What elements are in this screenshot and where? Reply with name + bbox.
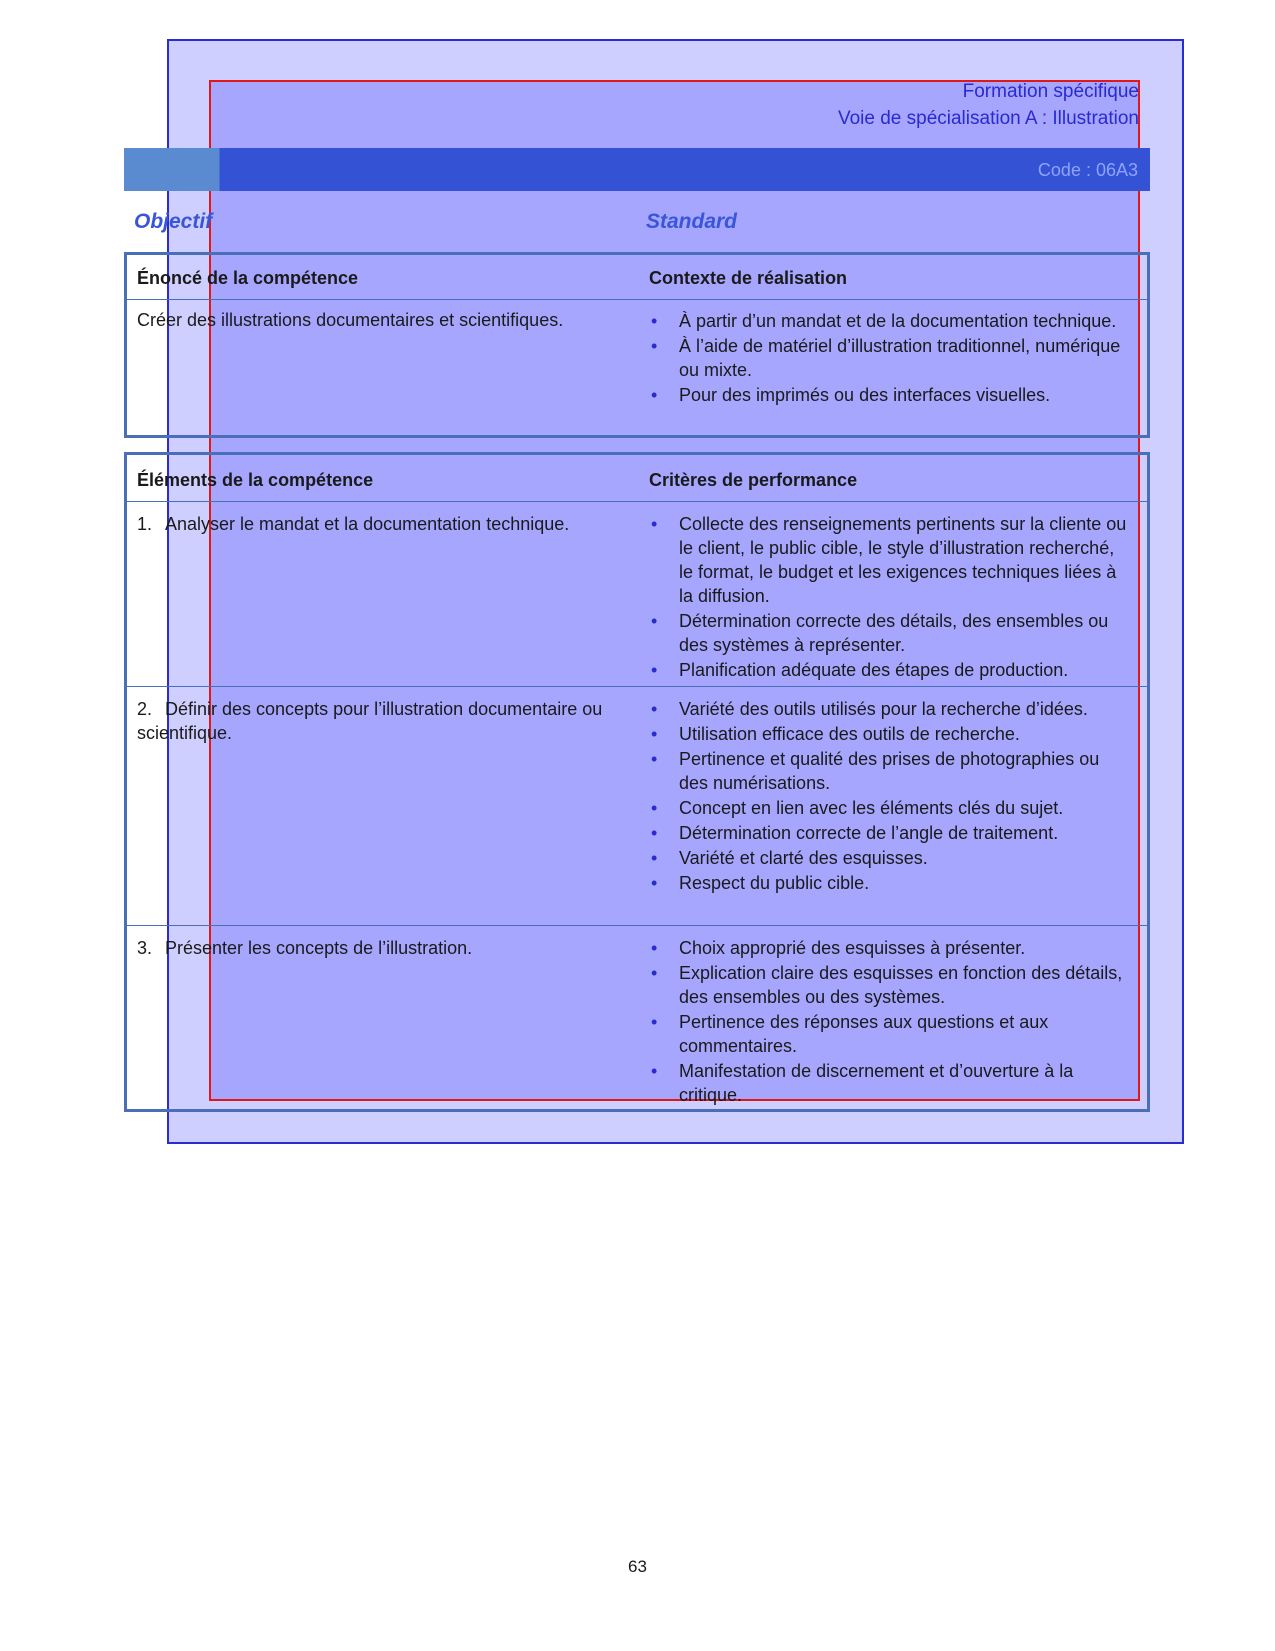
element-text: Définir des concepts pour l’illustration documentaire ou scientifique. (137, 699, 603, 743)
table-row (127, 300, 1147, 436)
standard-title: Standard (646, 210, 738, 233)
page-header (838, 78, 1139, 132)
element-number: 3. (137, 938, 153, 958)
list-item: • Utilisation efficace des outils de recherche. (649, 722, 1129, 746)
statement-header: Énoncé de la compétence (137, 268, 359, 288)
element-number: 1. (137, 514, 153, 534)
list-item: • Manifestation de discernement et d’ouverture à la critique. (649, 1059, 1129, 1107)
code-bar (124, 148, 1150, 191)
context-list (649, 309, 1129, 407)
list-item: • À l’aide de matériel d’illustration traditionnel, numérique ou mixte. (649, 334, 1129, 382)
list-item: • Explication claire des esquisses en fonction des détails, des ensembles ou des systèmes. (649, 961, 1129, 1009)
page-number: 63 (628, 1557, 647, 1576)
element-number: 2. (137, 699, 153, 719)
list-item: • Pertinence et qualité des prises de photographies ou des numérisations. (649, 747, 1129, 795)
list-item: • Concept en lien avec les éléments clés du sujet. (649, 796, 1129, 820)
element-1 (137, 512, 627, 536)
criteria-header: Critères de performance (649, 470, 858, 490)
table-row (127, 926, 1147, 1112)
header-line-2: Voie de spécialisation A : Illustration (837, 108, 1139, 129)
table-header-row (127, 255, 1147, 300)
criteria-list (649, 512, 1129, 682)
list-item: • Variété et clarté des esquisses. (649, 846, 1129, 870)
competency-statement: Créer des illustrations documentaires et scientifiques. (137, 310, 564, 330)
list-item: • Pertinence des réponses aux questions et aux commentaires. (649, 1010, 1129, 1058)
list-item: • Détermination correcte de l’angle de traitement. (649, 821, 1129, 845)
list-item: • Variété des outils utilisés pour la recherche d’idées. (649, 697, 1129, 721)
objectif-title: Objectif (134, 210, 213, 233)
table-row (127, 502, 1147, 687)
element-3 (137, 936, 627, 960)
list-item: • Choix approprié des esquisses à présenter. (649, 936, 1129, 960)
element-text: Présenter les concepts de l’illustration. (165, 938, 473, 958)
list-item: • À partir d’un mandat et de la documentation technique. (649, 309, 1129, 333)
table-row (127, 687, 1147, 926)
table-header-row (127, 455, 1147, 502)
competency-table (124, 252, 1150, 438)
context-header: Contexte de réalisation (649, 268, 848, 288)
competency-code: Code : 06A3 (1037, 160, 1138, 180)
list-item: • Collecte des renseignements pertinents sur la cliente ou le client, le public cible, le style d’illustration recherché, le format, le budget et les exigences techniques liées à la diffusion. (649, 512, 1129, 608)
list-item: • Respect du public cible. (649, 871, 1129, 895)
list-item: • Détermination correcte des détails, des ensembles ou des systèmes à représenter. (649, 609, 1129, 657)
criteria-list (649, 697, 1129, 895)
list-item: • Planification adéquate des étapes de production. (649, 658, 1129, 682)
element-2 (137, 697, 627, 745)
elements-header: Éléments de la compétence (137, 470, 374, 490)
header-line-1: Formation spécifique (962, 81, 1139, 102)
criteria-list (649, 936, 1129, 1107)
list-item: • Pour des imprimés ou des interfaces visuelles. (649, 383, 1129, 407)
element-text: Analyser le mandat et la documentation technique. (165, 514, 570, 534)
elements-table (124, 452, 1150, 1112)
